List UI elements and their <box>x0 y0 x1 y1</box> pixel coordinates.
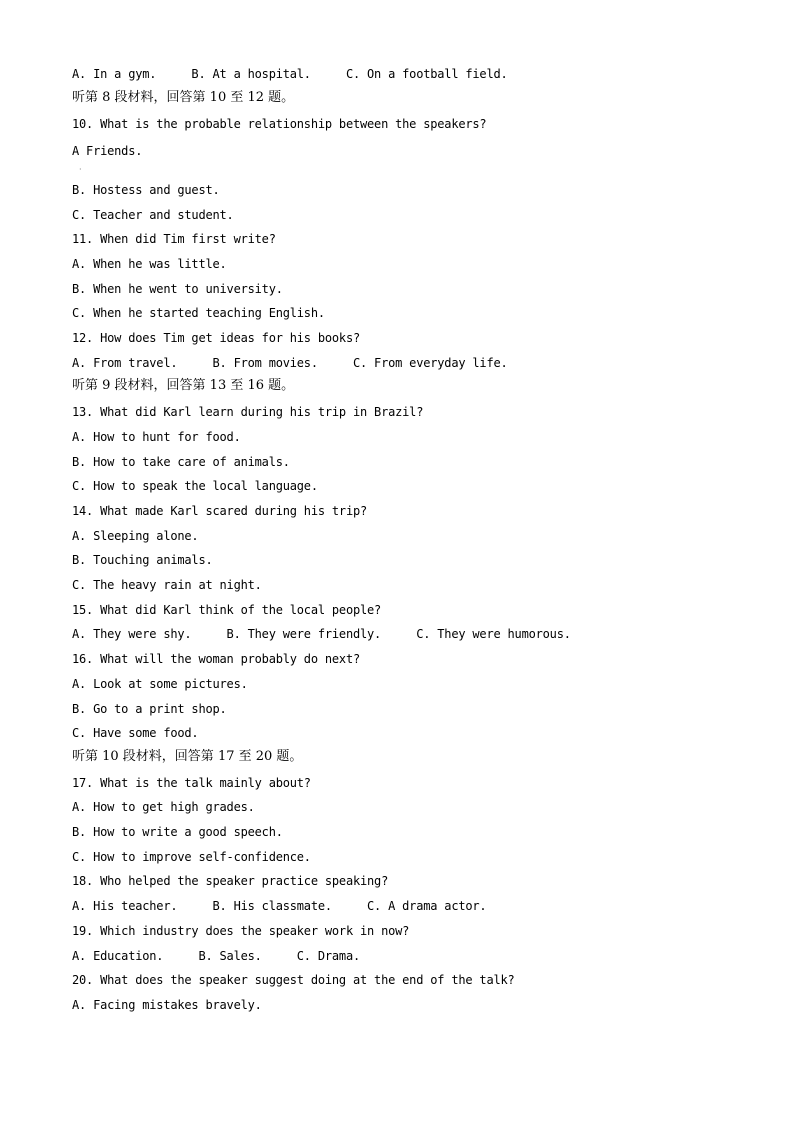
question-11-option-b: B. When he went to university. <box>72 282 283 296</box>
question-15-options: A. They were shy. B. They were friendly. C. They were humorous. <box>72 627 571 641</box>
stray-mark: · <box>79 165 82 174</box>
question-20-option-a: A. Facing mistakes bravely. <box>72 998 262 1012</box>
question-17-option-b: B. How to write a good speech. <box>72 825 283 839</box>
question-18: 18. Who helped the speaker practice speaking? <box>72 874 389 888</box>
question-19: 19. Which industry does the speaker work in now? <box>72 924 410 938</box>
section-10-heading: 听第 10 段材料，回答第 17 至 20 题。 <box>72 749 303 764</box>
question-16-option-a: A. Look at some pictures. <box>72 677 248 691</box>
question-13-option-a: A. How to hunt for food. <box>72 430 241 444</box>
question-13-option-c: C. How to speak the local language. <box>72 479 318 493</box>
question-10: 10. What is the probable relationship between the speakers? <box>72 117 487 131</box>
question-13: 13. What did Karl learn during his trip in Brazil? <box>72 405 424 419</box>
question-10-option-c: C. Teacher and student. <box>72 208 234 222</box>
question-18-options: A. His teacher. B. His classmate. C. A drama actor. <box>72 899 487 913</box>
section-9-heading: 听第 9 段材料，回答第 13 至 16 题。 <box>72 378 295 393</box>
question-16-option-b: B. Go to a print shop. <box>72 702 227 716</box>
question-17-option-a: A. How to get high grades. <box>72 800 255 814</box>
section-8-heading: 听第 8 段材料，回答第 10 至 12 题。 <box>72 90 295 105</box>
question-13-option-b: B. How to take care of animals. <box>72 455 290 469</box>
question-17: 17. What is the talk mainly about? <box>72 776 311 790</box>
question-14-option-a: A. Sleeping alone. <box>72 529 199 543</box>
question-15: 15. What did Karl think of the local people? <box>72 603 382 617</box>
question-12-options: A. From travel. B. From movies. C. From everyday life. <box>72 356 508 370</box>
question-10-option-a: A Friends. <box>72 144 143 158</box>
question-14-option-b: B. Touching animals. <box>72 553 213 567</box>
question-16: 16. What will the woman probably do next? <box>72 652 361 666</box>
question-20: 20. What does the speaker suggest doing at the end of the talk? <box>72 973 515 987</box>
question-11-option-c: C. When he started teaching English. <box>72 306 325 320</box>
question-16-option-c: C. Have some food. <box>72 726 199 740</box>
question-14-option-c: C. The heavy rain at night. <box>72 578 262 592</box>
question-14: 14. What made Karl scared during his trip? <box>72 504 368 518</box>
question-17-option-c: C. How to improve self-confidence. <box>72 850 311 864</box>
question-10-option-b: B. Hostess and guest. <box>72 183 220 197</box>
question-11: 11. When did Tim first write? <box>72 232 276 246</box>
question-19-options: A. Education. B. Sales. C. Drama. <box>72 949 361 963</box>
question-12: 12. How does Tim get ideas for his books? <box>72 331 361 345</box>
question-9-options: A. In a gym. B. At a hospital. C. On a football field. <box>72 67 508 81</box>
question-11-option-a: A. When he was little. <box>72 257 227 271</box>
